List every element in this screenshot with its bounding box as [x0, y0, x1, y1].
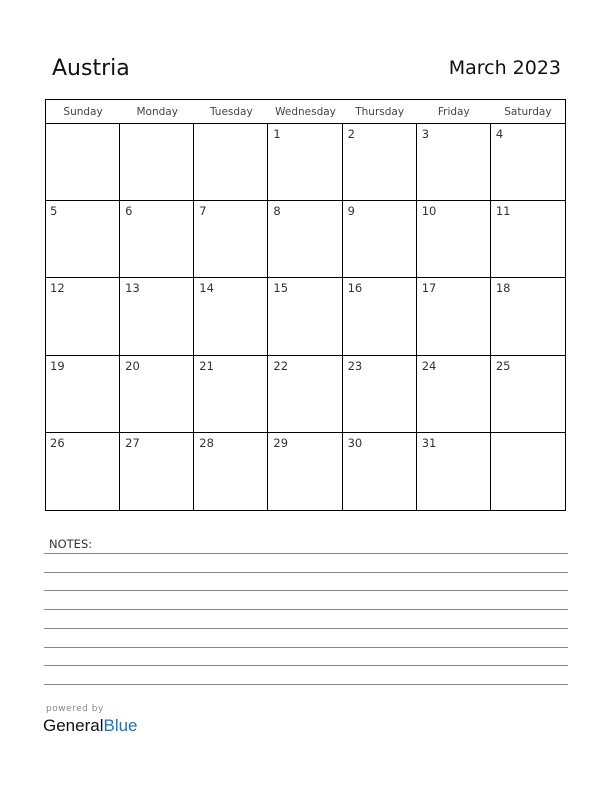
day-cell[interactable] — [267, 355, 342, 433]
notes-line — [44, 628, 568, 629]
month-title: March 2023 — [448, 57, 561, 79]
day-number: 18 — [495, 281, 511, 296]
day-number: 9 — [347, 204, 355, 219]
day-number: 4 — [495, 127, 504, 141]
weekday-header: Sunday — [63, 106, 103, 118]
day-number: 1 — [273, 127, 281, 141]
day-number: 14 — [199, 281, 214, 296]
weekday-header: Monday — [136, 106, 178, 118]
notes-line — [44, 684, 568, 685]
day-number: 8 — [273, 204, 281, 219]
day-cell[interactable] — [490, 123, 565, 201]
day-cell[interactable] — [342, 123, 417, 201]
calendar-grid — [45, 99, 566, 511]
day-cell[interactable] — [45, 432, 120, 510]
day-cell[interactable] — [342, 432, 417, 510]
day-number: 20 — [125, 358, 140, 373]
weekday-header: Wednesday — [275, 106, 336, 118]
notes-line — [44, 590, 568, 591]
weekday-header: Friday — [437, 106, 470, 118]
day-cell[interactable] — [119, 200, 194, 278]
day-cell[interactable] — [45, 355, 120, 433]
day-cell[interactable] — [193, 123, 268, 201]
generalblue-logo[interactable] — [43, 716, 138, 736]
day-number: 12 — [50, 281, 65, 296]
day-cell[interactable] — [267, 200, 342, 278]
day-number: 7 — [199, 204, 207, 219]
day-number: 6 — [125, 204, 133, 219]
day-number: 22 — [273, 358, 289, 373]
day-cell[interactable] — [416, 277, 491, 355]
day-cell[interactable] — [193, 355, 268, 433]
day-cell[interactable] — [342, 355, 417, 433]
country-title: Austria — [52, 56, 130, 81]
day-cell[interactable] — [119, 432, 194, 510]
day-number: 13 — [125, 281, 140, 296]
day-cell[interactable] — [193, 432, 268, 510]
logo-general: General — [43, 716, 104, 735]
notes-line — [44, 647, 568, 648]
day-cell[interactable] — [416, 432, 491, 510]
day-cell[interactable] — [267, 123, 342, 201]
day-cell[interactable] — [490, 277, 565, 355]
day-number: 19 — [50, 358, 65, 373]
day-cell[interactable] — [119, 355, 194, 433]
day-number: 16 — [347, 281, 363, 296]
day-cell[interactable] — [119, 123, 194, 201]
day-cell[interactable] — [342, 277, 417, 355]
day-number: 5 — [50, 204, 58, 219]
day-number: 11 — [495, 204, 511, 219]
notes-line — [44, 665, 568, 666]
day-cell[interactable] — [490, 432, 565, 510]
day-cell[interactable] — [342, 200, 417, 278]
day-cell[interactable] — [45, 277, 120, 355]
day-cell[interactable] — [416, 355, 491, 433]
weekday-header: Tuesday — [209, 106, 253, 118]
weekday-header: Thursday — [355, 106, 405, 118]
day-cell[interactable] — [490, 355, 565, 433]
day-cell[interactable] — [45, 123, 120, 201]
logo-blue: Blue — [103, 716, 138, 735]
day-cell[interactable] — [45, 200, 120, 278]
day-number: 30 — [347, 435, 363, 450]
day-number: 2 — [347, 127, 355, 141]
day-cell[interactable] — [490, 200, 565, 278]
day-cell[interactable] — [267, 432, 342, 510]
day-number: 25 — [495, 358, 511, 373]
powered-by: powered by — [46, 704, 104, 714]
day-number: 31 — [421, 435, 437, 450]
day-cell[interactable] — [193, 200, 268, 278]
day-number: 21 — [199, 358, 214, 373]
day-cell[interactable] — [119, 277, 194, 355]
day-number: 29 — [273, 435, 289, 450]
day-number: 24 — [421, 358, 437, 373]
day-number: 23 — [347, 358, 363, 373]
weekday-header: Saturday — [504, 106, 552, 118]
day-number: 26 — [50, 435, 65, 450]
day-cell[interactable] — [416, 123, 491, 201]
day-number: 15 — [273, 281, 289, 296]
notes-line — [44, 609, 568, 610]
day-number: 10 — [421, 204, 437, 219]
day-number: 28 — [199, 435, 214, 450]
notes-line — [44, 553, 568, 554]
day-number: 17 — [421, 281, 437, 296]
day-cell[interactable] — [193, 277, 268, 355]
day-number: 27 — [125, 435, 140, 450]
notes-line — [44, 572, 568, 573]
day-cell[interactable] — [416, 200, 491, 278]
day-cell[interactable] — [267, 277, 342, 355]
notes-label: NOTES: — [49, 537, 93, 551]
day-number: 3 — [421, 127, 430, 141]
